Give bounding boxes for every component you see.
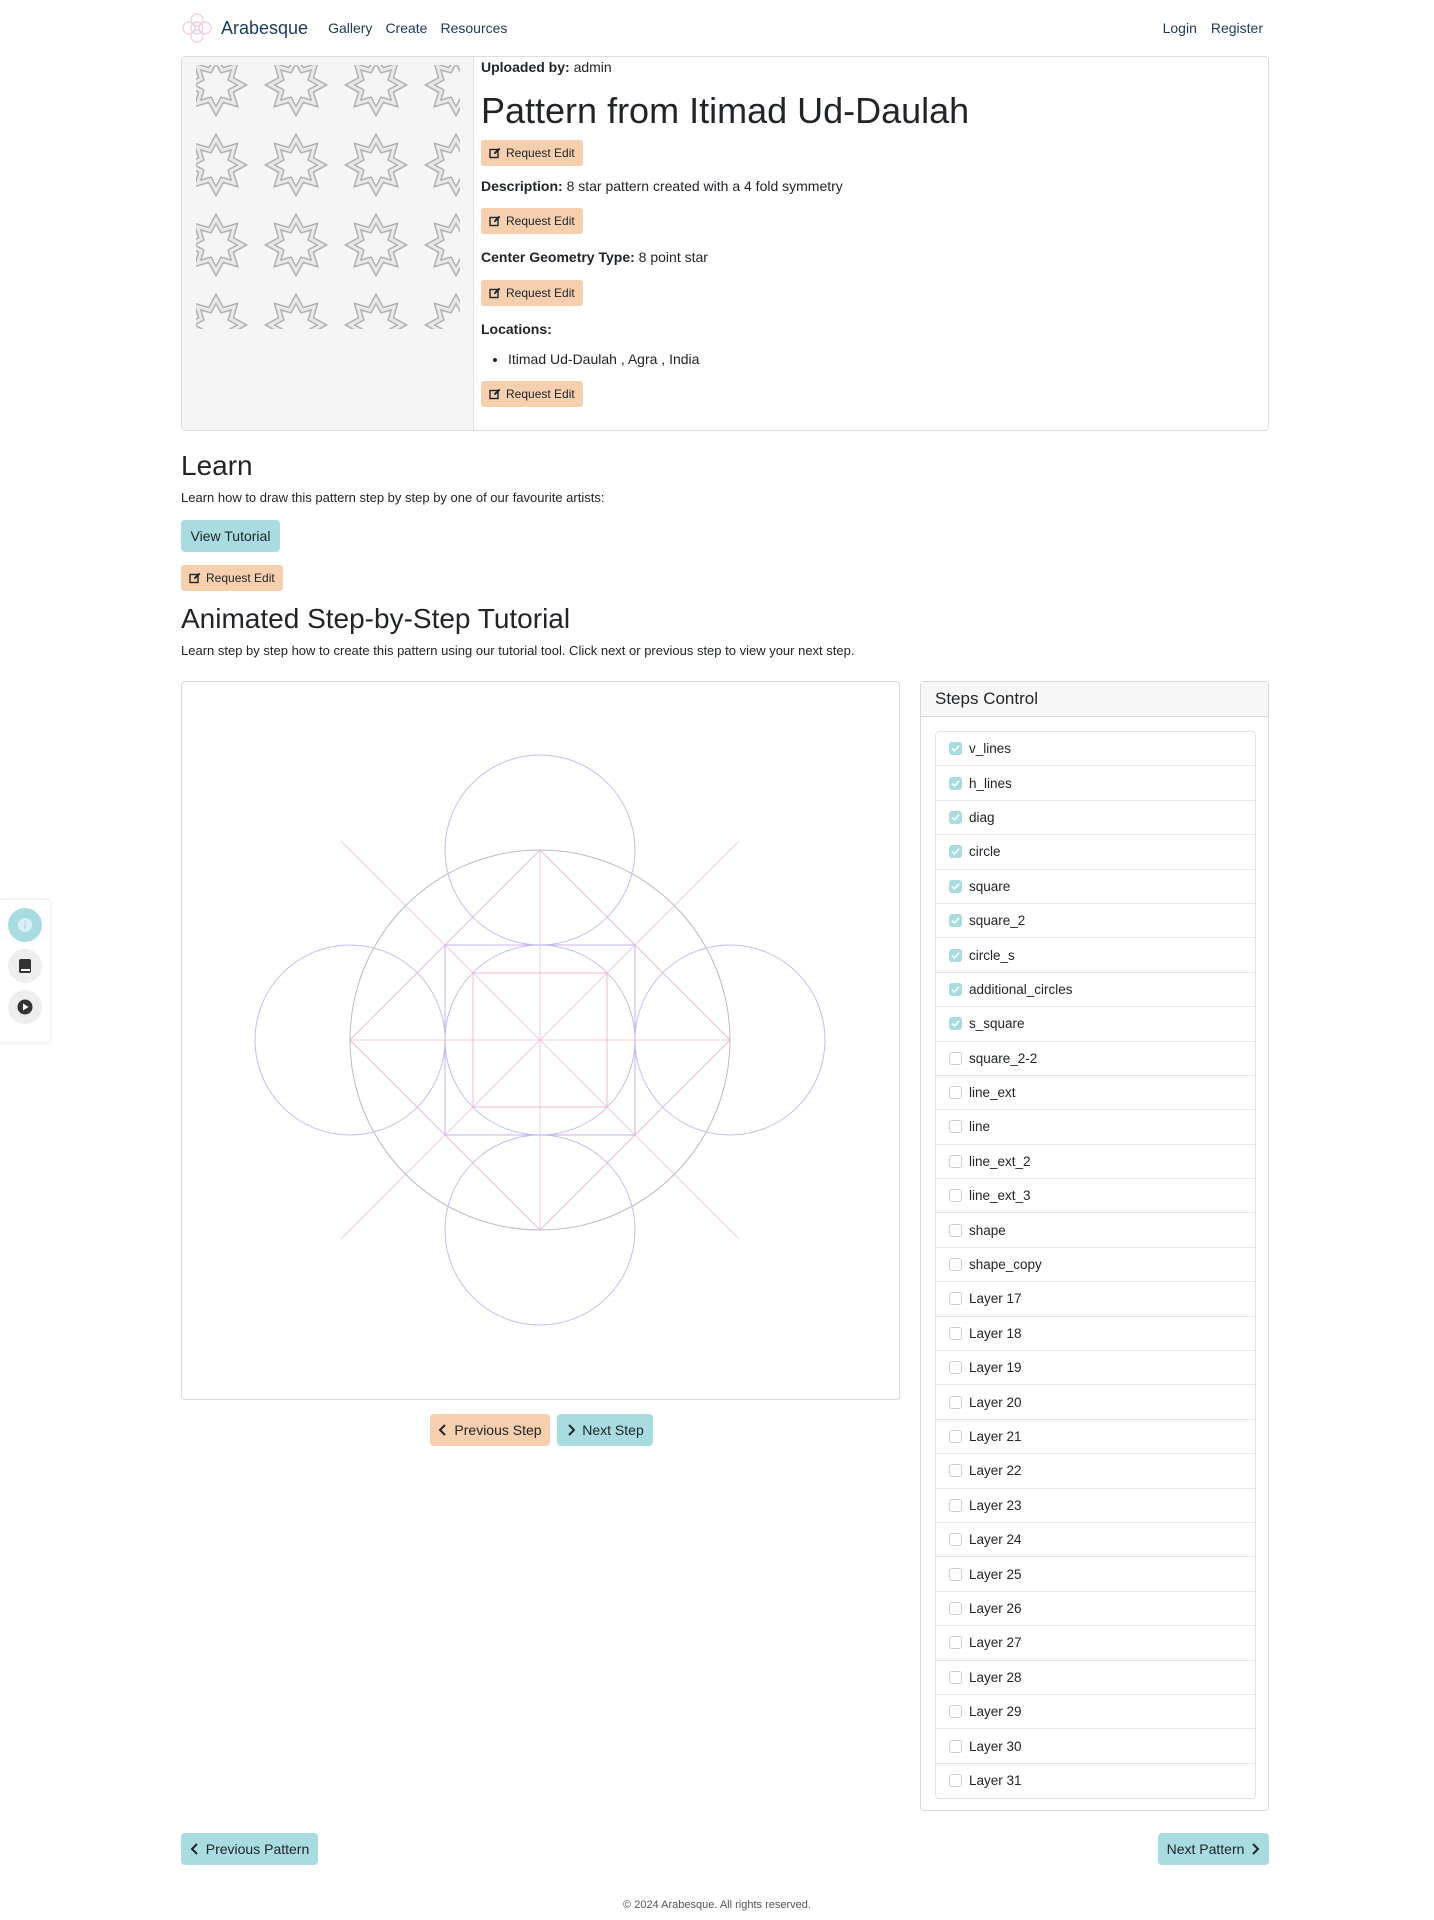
step-label: h_lines bbox=[969, 775, 1012, 791]
next-step-label: Next Step bbox=[582, 1422, 644, 1438]
step-label: Layer 20 bbox=[969, 1394, 1022, 1410]
pattern-star bbox=[430, 219, 460, 271]
check-icon bbox=[951, 813, 960, 822]
step-checkbox[interactable] bbox=[949, 1361, 962, 1374]
step-label: circle_s bbox=[969, 947, 1015, 963]
step-checkbox[interactable] bbox=[949, 1155, 962, 1168]
step-item[interactable] bbox=[936, 1489, 1255, 1523]
request-edit-label: Request Edit bbox=[506, 214, 575, 229]
learn-text: Learn how to draw this pattern step by step by one of our favourite artists: bbox=[181, 490, 605, 505]
chevron-left-icon bbox=[438, 1424, 448, 1436]
step-item[interactable] bbox=[936, 1557, 1255, 1591]
nav-links bbox=[328, 20, 507, 36]
geometry-label: Center Geometry Type: bbox=[481, 249, 635, 266]
next-pattern-button[interactable] bbox=[1158, 1833, 1269, 1865]
tutorial-heading: Animated Step-by-Step Tutorial bbox=[181, 603, 571, 634]
check-icon bbox=[951, 847, 960, 856]
step-item[interactable] bbox=[936, 1145, 1255, 1179]
chevron-right-icon bbox=[566, 1424, 576, 1436]
edit-icon bbox=[489, 215, 501, 227]
step-label: circle bbox=[969, 844, 1001, 860]
step-checkbox[interactable] bbox=[949, 983, 962, 996]
pattern-star bbox=[350, 299, 402, 329]
pattern-star-highlight bbox=[350, 139, 402, 191]
step-label: Layer 22 bbox=[969, 1463, 1022, 1479]
step-checkbox[interactable] bbox=[949, 914, 962, 927]
geometry-line bbox=[481, 249, 1261, 265]
step-checkbox[interactable] bbox=[949, 777, 962, 790]
step-checkbox[interactable] bbox=[949, 880, 962, 893]
brand[interactable] bbox=[181, 12, 308, 44]
steps-control-title: Steps Control bbox=[921, 682, 1268, 717]
step-label: line bbox=[969, 1119, 991, 1135]
description-line bbox=[481, 178, 1261, 194]
edit-icon bbox=[489, 287, 501, 299]
step-item[interactable] bbox=[936, 1110, 1255, 1144]
info-button[interactable] bbox=[8, 908, 42, 942]
previous-step-button[interactable] bbox=[430, 1414, 550, 1446]
step-item[interactable] bbox=[936, 938, 1255, 972]
step-label: Layer 18 bbox=[969, 1325, 1022, 1341]
pattern-star-highlight bbox=[196, 219, 242, 271]
step-item[interactable] bbox=[936, 870, 1255, 904]
step-label: Layer 29 bbox=[969, 1704, 1022, 1720]
uploaded-label: Uploaded by: bbox=[481, 59, 570, 75]
check-icon bbox=[951, 916, 960, 925]
step-checkbox[interactable] bbox=[949, 1705, 962, 1718]
step-label: square_2-2 bbox=[969, 1050, 1038, 1066]
step-item[interactable] bbox=[936, 732, 1255, 766]
step-checkbox[interactable] bbox=[949, 1120, 962, 1133]
step-item[interactable] bbox=[936, 1179, 1255, 1213]
request-edit-learn-button[interactable] bbox=[181, 565, 283, 591]
step-item[interactable] bbox=[936, 1213, 1255, 1247]
step-checkbox[interactable] bbox=[949, 1533, 962, 1546]
page-title: Pattern from Itimad Ud-Daulah bbox=[481, 90, 970, 131]
request-edit-label: Request Edit bbox=[506, 286, 575, 301]
step-checkbox[interactable] bbox=[949, 1636, 962, 1649]
pattern-star bbox=[270, 299, 322, 329]
step-item[interactable] bbox=[936, 973, 1255, 1007]
step-item[interactable] bbox=[936, 1282, 1255, 1316]
check-icon bbox=[951, 779, 960, 788]
step-checkbox[interactable] bbox=[949, 845, 962, 858]
step-checkbox[interactable] bbox=[949, 1464, 962, 1477]
uploaded-by bbox=[481, 59, 1261, 75]
previous-pattern-label: Previous Pattern bbox=[205, 1841, 310, 1857]
step-label: line_ext_3 bbox=[969, 1188, 1031, 1204]
book-icon bbox=[18, 958, 32, 974]
locations-list bbox=[508, 351, 1261, 367]
step-checkbox[interactable] bbox=[949, 1396, 962, 1409]
rosette-logo-icon bbox=[181, 12, 213, 44]
step-label: Layer 21 bbox=[969, 1429, 1022, 1444]
tutorial-canvas[interactable] bbox=[181, 681, 900, 1400]
step-checkbox[interactable] bbox=[949, 1017, 962, 1030]
construction-drawing bbox=[182, 682, 899, 1399]
description-value: 8 star pattern created with a 4 fold symmetry bbox=[566, 178, 843, 195]
check-icon bbox=[951, 1019, 960, 1028]
step-label: Layer 26 bbox=[969, 1600, 1022, 1616]
step-label: shape bbox=[969, 1222, 1006, 1238]
step-checkbox[interactable] bbox=[949, 1327, 962, 1340]
step-item[interactable] bbox=[936, 1076, 1255, 1110]
request-edit-description-button[interactable] bbox=[481, 208, 583, 234]
step-label: square_2 bbox=[969, 913, 1026, 929]
step-item[interactable] bbox=[936, 801, 1255, 835]
step-label: Layer 31 bbox=[969, 1773, 1022, 1789]
locations-line bbox=[481, 321, 1261, 337]
step-label: shape_copy bbox=[969, 1257, 1042, 1273]
steps-list bbox=[935, 731, 1256, 1799]
step-checkbox[interactable] bbox=[949, 1430, 962, 1443]
step-checkbox[interactable] bbox=[949, 1224, 962, 1237]
check-icon bbox=[951, 744, 960, 753]
step-item[interactable] bbox=[936, 766, 1255, 800]
check-icon bbox=[951, 882, 960, 891]
step-item[interactable] bbox=[936, 1729, 1255, 1763]
edit-icon bbox=[489, 147, 501, 159]
step-label: additional_circles bbox=[969, 981, 1073, 997]
book-button[interactable] bbox=[8, 949, 42, 983]
request-edit-locations-button[interactable] bbox=[481, 381, 583, 407]
step-item[interactable] bbox=[936, 1248, 1255, 1282]
step-checkbox[interactable] bbox=[949, 1602, 962, 1615]
side-toolbar bbox=[0, 900, 50, 1042]
request-edit-geometry-button[interactable] bbox=[481, 280, 583, 306]
play-icon bbox=[17, 999, 33, 1015]
step-label: line_ext_2 bbox=[969, 1153, 1031, 1169]
learn-heading: Learn bbox=[181, 450, 253, 481]
location-item: • Itimad Ud-Daulah , Agra , India bbox=[508, 351, 1261, 367]
pattern-star-highlight bbox=[196, 139, 242, 191]
step-checkbox[interactable] bbox=[949, 1774, 962, 1787]
play-button[interactable] bbox=[8, 990, 42, 1024]
step-label: Layer 24 bbox=[969, 1532, 1022, 1548]
chevron-right-icon bbox=[1250, 1843, 1260, 1855]
step-label: line_ext bbox=[969, 1085, 1016, 1101]
step-item[interactable] bbox=[936, 1351, 1255, 1385]
chevron-left-icon bbox=[190, 1843, 200, 1855]
footer: © 2024 Arabesque. All rights reserved. bbox=[623, 1899, 811, 1911]
step-checkbox[interactable] bbox=[949, 949, 962, 962]
step-label: diag bbox=[969, 809, 995, 825]
step-label: Layer 19 bbox=[969, 1360, 1022, 1376]
nav-link-gallery[interactable]: Gallery bbox=[328, 20, 373, 36]
steps-control-panel bbox=[920, 681, 1269, 1811]
step-item[interactable] bbox=[936, 1042, 1255, 1076]
pattern-star-highlight bbox=[270, 65, 322, 111]
check-icon bbox=[951, 951, 960, 960]
step-label: Layer 25 bbox=[969, 1566, 1022, 1582]
step-checkbox[interactable] bbox=[949, 1052, 962, 1065]
step-item[interactable] bbox=[936, 1420, 1255, 1454]
pattern-star-highlight bbox=[350, 65, 402, 111]
step-item[interactable] bbox=[936, 1764, 1255, 1798]
step-checkbox[interactable] bbox=[949, 1568, 962, 1581]
step-item[interactable] bbox=[936, 1626, 1255, 1660]
auth-links bbox=[1163, 20, 1269, 36]
previous-pattern-button[interactable] bbox=[181, 1833, 318, 1865]
request-edit-label: Request Edit bbox=[206, 571, 275, 585]
step-label: Layer 28 bbox=[969, 1669, 1022, 1685]
step-item[interactable] bbox=[936, 1592, 1255, 1626]
step-label: Layer 27 bbox=[969, 1635, 1022, 1651]
step-checkbox[interactable] bbox=[949, 1740, 962, 1753]
pattern-star bbox=[430, 139, 460, 191]
pattern-star-highlight bbox=[270, 139, 322, 191]
navbar bbox=[181, 0, 1269, 56]
edit-icon bbox=[189, 572, 201, 584]
step-label: v_lines bbox=[969, 741, 1012, 757]
pattern-card bbox=[181, 56, 1269, 431]
pattern-star bbox=[430, 299, 460, 329]
pattern-star-highlight bbox=[350, 219, 402, 271]
next-step-button[interactable] bbox=[557, 1414, 653, 1446]
learn-section bbox=[181, 450, 1269, 658]
check-icon bbox=[951, 985, 960, 994]
step-checkbox[interactable] bbox=[949, 1189, 962, 1202]
step-checkbox[interactable] bbox=[949, 742, 962, 755]
pattern-info bbox=[474, 57, 1268, 430]
step-label: Layer 23 bbox=[969, 1497, 1022, 1513]
pattern-thumbnail[interactable] bbox=[182, 57, 474, 430]
step-checkbox[interactable] bbox=[949, 1499, 962, 1512]
step-checkbox[interactable] bbox=[949, 1258, 962, 1271]
step-item[interactable] bbox=[936, 1661, 1255, 1695]
request-edit-label: Request Edit bbox=[506, 146, 575, 161]
info-icon bbox=[17, 917, 33, 933]
step-checkbox[interactable] bbox=[949, 1292, 962, 1305]
description-label: Description: bbox=[481, 178, 563, 195]
step-item[interactable] bbox=[936, 1317, 1255, 1351]
nav-link-create[interactable]: Create bbox=[385, 20, 428, 36]
step-checkbox[interactable] bbox=[949, 1671, 962, 1684]
edit-icon bbox=[489, 388, 501, 400]
uploaded-value: admin bbox=[573, 59, 612, 75]
step-item[interactable] bbox=[936, 904, 1255, 938]
step-label: s_square bbox=[969, 1016, 1025, 1032]
next-pattern-label: Next Pattern bbox=[1166, 1841, 1245, 1857]
step-label: Layer 30 bbox=[969, 1738, 1022, 1754]
step-item[interactable] bbox=[936, 1454, 1255, 1488]
step-label: square bbox=[969, 878, 1011, 894]
step-checkbox[interactable] bbox=[949, 811, 962, 824]
view-tutorial-button[interactable] bbox=[181, 520, 280, 552]
pattern-star-highlight bbox=[270, 219, 322, 271]
step-item[interactable] bbox=[936, 1385, 1255, 1419]
step-item[interactable] bbox=[936, 1007, 1255, 1041]
view-tutorial-label: View Tutorial bbox=[190, 528, 271, 544]
brand-name: Arabesque bbox=[221, 17, 309, 38]
step-label: Layer 17 bbox=[969, 1291, 1022, 1307]
tutorial-text: Learn step by step how to create this pattern using our tutorial tool. Click next or previous step to view your next step. bbox=[181, 643, 855, 658]
request-edit-label: Request Edit bbox=[506, 387, 575, 402]
step-item[interactable] bbox=[936, 1695, 1255, 1729]
register-link[interactable]: Register bbox=[1210, 20, 1263, 36]
pattern-image bbox=[196, 65, 460, 329]
login-link[interactable]: Login bbox=[1162, 20, 1197, 36]
geometry-value: 8 point star bbox=[638, 249, 708, 266]
step-checkbox[interactable] bbox=[949, 1086, 962, 1099]
request-edit-title-button[interactable] bbox=[481, 140, 583, 166]
previous-step-label: Previous Step bbox=[454, 1422, 542, 1438]
locations-label: Locations: bbox=[481, 321, 552, 338]
step-item[interactable] bbox=[936, 835, 1255, 869]
nav-link-resources[interactable]: Resources bbox=[440, 20, 508, 36]
step-item[interactable] bbox=[936, 1523, 1255, 1557]
